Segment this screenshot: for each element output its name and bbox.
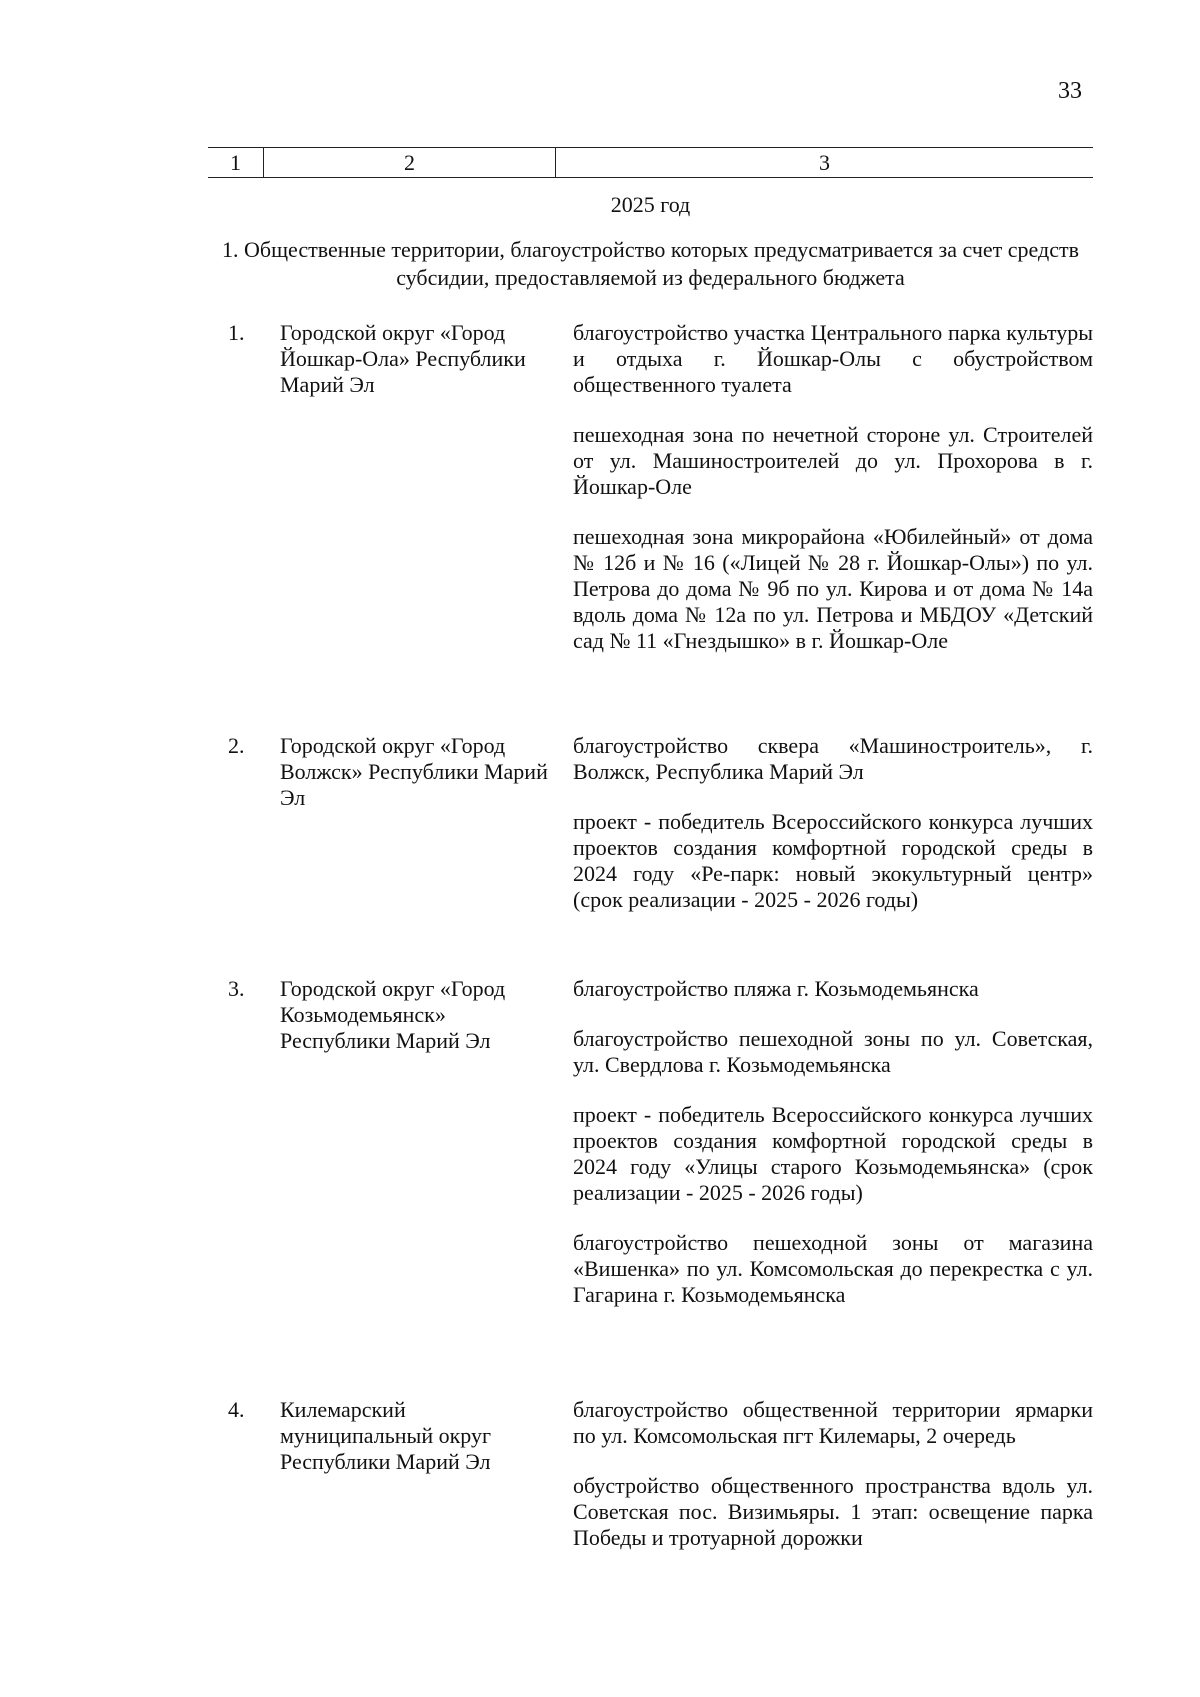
page-number: 33 — [1058, 78, 1082, 104]
project-item: благоустройство пляжа г. Козьмодемьянска — [573, 976, 979, 1001]
municipality-name: Городской округ «Город Волжск» Республики Марий Эл — [280, 733, 548, 810]
municipality-name: Городской округ «Город Козьмодемьянск» Республики Марий Эл — [280, 976, 506, 1053]
row-number: 2. — [228, 733, 245, 758]
project-list — [573, 976, 1093, 1332]
project-item: благоустройство сквера «Машиностроитель», г. Волжск, Республика Марий Эл — [573, 733, 1093, 784]
project-item: благоустройство общественной территории ярмарки по ул. Комсомольская пгт Килемары, 2 очередь — [573, 1397, 1093, 1448]
project-list — [573, 733, 1093, 937]
project-list — [573, 320, 1093, 678]
column-header-1: 1 — [208, 148, 264, 177]
project-item: благоустройство участка Центрального парка культуры и отдыха г. Йошкар-Олы с обустройством общественного туалета — [573, 320, 1093, 397]
project-item: обустройство общественного пространства вдоль ул. Советская пос. Визимьяры. 1 этап: освещение парка Победы и тротуарной дорожки — [573, 1473, 1093, 1550]
municipality-name: Килемарский муниципальный округ Республики Марий Эл — [280, 1397, 492, 1474]
municipality-name: Городской округ «Город Йошкар-Ола» Республики Марий Эл — [280, 320, 526, 397]
row-number: 1. — [228, 320, 245, 345]
year-heading: 2025 год — [610, 192, 691, 217]
section-heading: 1. Общественные территории, благоустройство которых предусматривается за счет средств субсидии, предоставляемой из федерального бюджета — [222, 237, 1079, 290]
row-number: 4. — [228, 1397, 245, 1422]
project-item: благоустройство пешеходной зоны от магазина «Вишенка» по ул. Комсомольская до перекрестка с ул. Гагарина г. Козьмодемьянска — [573, 1230, 1093, 1307]
column-header-row — [208, 147, 1093, 178]
project-item: пешеходная зона микрорайона «Юбилейный» от дома № 12б и № 16 («Лицей № 28 г. Йошкар-Олы») по ул. Петрова до дома № 9б по ул. Кирова и от дома № 14а вдоль дома № 12а по ул. Петрова и МБДОУ «Детский сад № 11 «Гнездышко» в г. Йошкар-Оле — [573, 524, 1093, 653]
project-item: благоустройство пешеходной зоны по ул. Советская, ул. Свердлова г. Козьмодемьянска — [573, 1026, 1093, 1077]
column-header-2: 2 — [264, 148, 556, 177]
project-list — [573, 1397, 1093, 1575]
column-header-3: 3 — [819, 150, 830, 175]
project-item: проект - победитель Всероссийского конкурса лучших проектов создания комфортной городской среды в 2024 году «Ре-парк: новый экокультурный центр» (срок реализации - 2025 - 2026 годы) — [573, 809, 1093, 912]
row-number: 3. — [228, 976, 245, 1001]
project-item: проект - победитель Всероссийского конкурса лучших проектов создания комфортной городской среды в 2024 году «Улицы старого Козьмодемьянска» (срок реализации - 2025 - 2026 годы) — [573, 1102, 1093, 1205]
project-item: пешеходная зона по нечетной стороне ул. Строителей от ул. Машиностроителей до ул. Прохорова в г. Йошкар-Оле — [573, 422, 1093, 499]
